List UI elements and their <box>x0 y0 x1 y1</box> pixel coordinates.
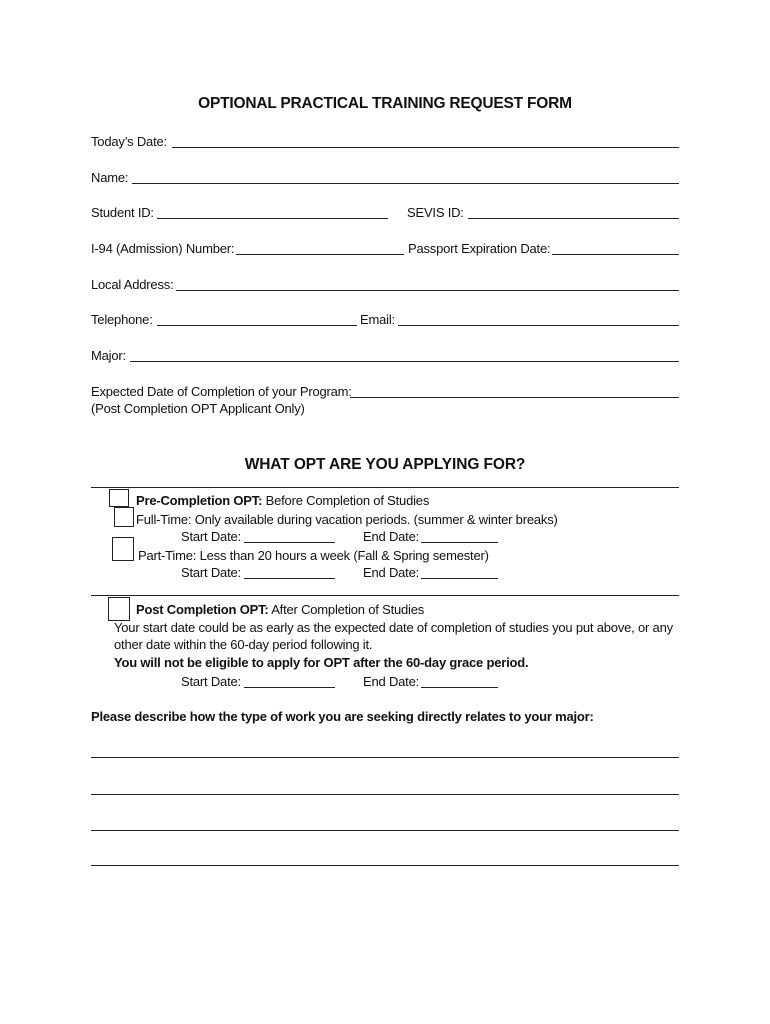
section-divider-top <box>91 487 679 488</box>
sevis-id-field[interactable] <box>468 218 679 219</box>
post-completion-title: Post Completion OPT: <box>136 602 269 617</box>
todays-date-field[interactable] <box>172 147 679 148</box>
pre-completion-label <box>136 493 429 509</box>
email-field[interactable] <box>398 325 679 326</box>
name-field[interactable] <box>132 183 679 184</box>
full-time-end-field[interactable] <box>421 542 498 543</box>
sevis-id-label: SEVIS ID: <box>407 205 464 220</box>
part-time-end-field[interactable] <box>421 578 498 579</box>
post-end-label: End Date: <box>363 674 420 689</box>
full-time-end-label: End Date: <box>363 529 420 544</box>
passport-exp-field[interactable] <box>552 254 679 255</box>
section-title: WHAT OPT ARE YOU APPLYING FOR? <box>244 456 526 473</box>
local-address-label: Local Address: <box>91 277 174 292</box>
major-label: Major: <box>91 348 126 363</box>
student-id-label: Student ID: <box>91 205 154 220</box>
post-completion-desc-line2: other date within the 60-day period following it. <box>114 637 373 652</box>
grace-period-warning: You will not be eligible to apply for OPT after the 60-day grace period. <box>114 655 529 670</box>
page-title: OPTIONAL PRACTICAL TRAINING REQUEST FORM <box>198 95 572 112</box>
expected-completion-label: Expected Date of Completion of your Program: <box>91 384 352 399</box>
passport-exp-label: Passport Expiration Date: <box>408 241 551 256</box>
full-time-start-label: Start Date: <box>181 529 241 544</box>
expected-completion-note: (Post Completion OPT Applicant Only) <box>91 401 305 416</box>
todays-date-label: Today’s Date: <box>91 134 167 149</box>
part-time-label: Part-Time: Less than 20 hours a week (Fall & Spring semester) <box>138 548 489 563</box>
pre-completion-checkbox[interactable] <box>109 489 129 507</box>
name-label: Name: <box>91 170 129 185</box>
full-time-checkbox[interactable] <box>114 507 134 527</box>
full-time-label: Full-Time: Only available during vacation periods. (summer & winter breaks) <box>136 512 558 527</box>
post-start-field[interactable] <box>244 687 335 688</box>
post-completion-desc: After Completion of Studies <box>268 602 425 617</box>
email-label: Email: <box>360 312 395 327</box>
part-time-start-label: Start Date: <box>181 565 241 580</box>
part-time-start-field[interactable] <box>244 578 335 579</box>
local-address-field[interactable] <box>176 290 679 291</box>
section-divider-middle <box>91 595 679 596</box>
i94-field[interactable] <box>236 254 404 255</box>
part-time-checkbox[interactable] <box>112 537 134 561</box>
post-completion-label <box>136 602 424 618</box>
telephone-label: Telephone: <box>91 312 153 327</box>
post-completion-checkbox[interactable] <box>108 597 130 621</box>
describe-line-4[interactable] <box>91 865 679 866</box>
describe-line-3[interactable] <box>91 830 679 831</box>
describe-line-2[interactable] <box>91 794 679 795</box>
post-start-label: Start Date: <box>181 674 241 689</box>
expected-completion-field[interactable] <box>350 397 679 398</box>
describe-line-1[interactable] <box>91 757 679 758</box>
full-time-start-field[interactable] <box>244 542 335 543</box>
part-time-end-label: End Date: <box>363 565 420 580</box>
post-completion-desc-line1: Your start date could be as early as the expected date of completion of studies you put above, or any <box>114 620 673 635</box>
pre-completion-title: Pre-Completion OPT: <box>136 493 263 508</box>
post-end-field[interactable] <box>421 687 498 688</box>
describe-prompt: Please describe how the type of work you are seeking directly relates to your major: <box>91 709 594 724</box>
student-id-field[interactable] <box>157 218 388 219</box>
pre-completion-desc: Before Completion of Studies <box>262 493 430 508</box>
telephone-field[interactable] <box>157 325 357 326</box>
major-field[interactable] <box>130 361 679 362</box>
i94-label: I-94 (Admission) Number: <box>91 241 235 256</box>
